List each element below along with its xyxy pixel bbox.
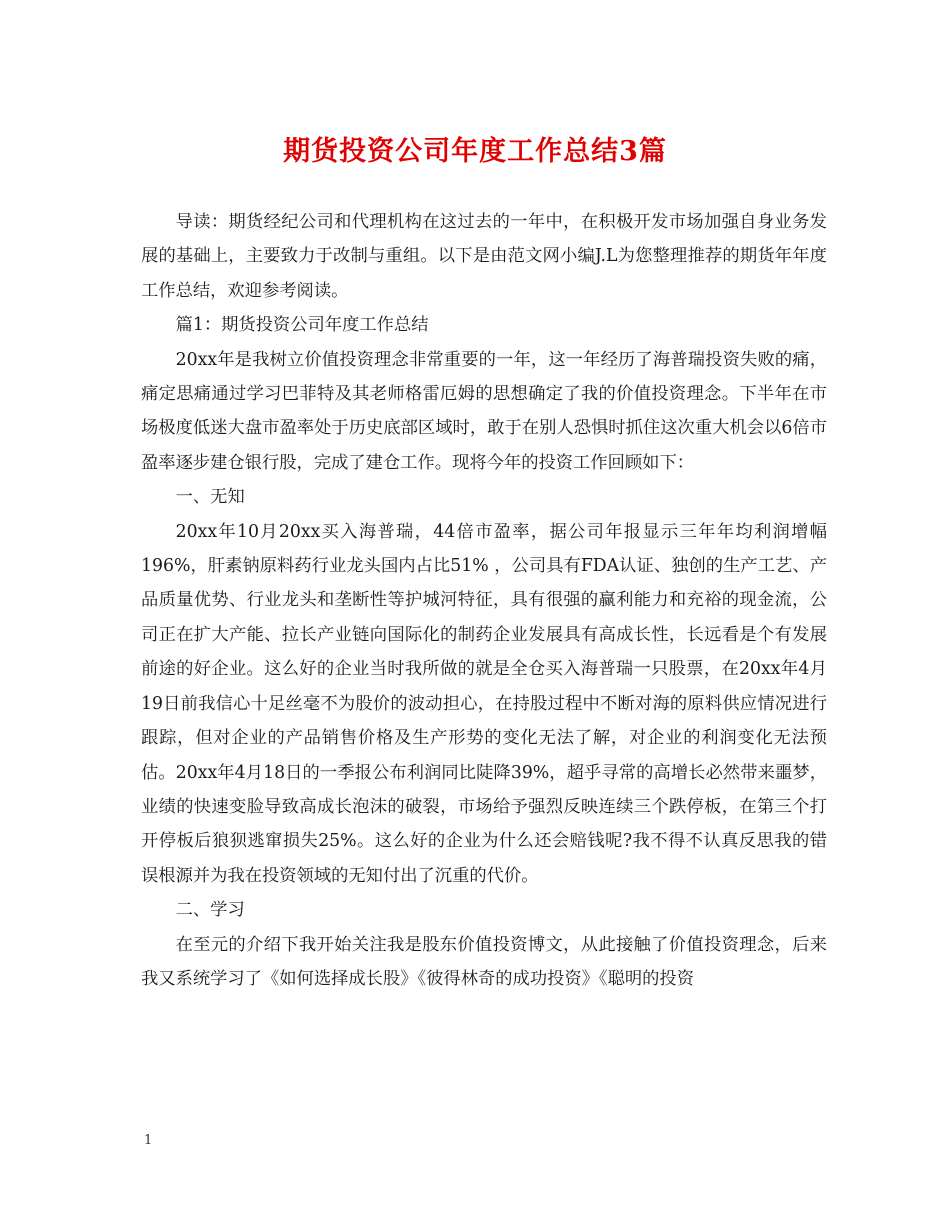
- page-number: 1: [144, 1133, 153, 1148]
- body-paragraph: 在至元的介绍下我开始关注我是股东价值投资博文，从此接触了价值投资理念，后来我又系统学习了《如何选择成长股》《彼得林奇的成功投资》《聪明的投资: [141, 934, 827, 989]
- body-paragraph: 20xx年是我树立价值投资理念非常重要的一年，这一年经历了海普瑞投资失败的痛，痛定思痛通过学习巴菲特及其老师格雷厄姆的思想确定了我的价值投资理念。下半年在市场极度低迷大盘市盈率处于历史底部区域时，敢于在别人恐惧时抓住这次重大机会以6倍市盈率逐步建仓银行股，完成了建仓工作。现将今年的投资工作回顾如下：: [141, 349, 827, 473]
- section-heading-learning: 二、学习: [175, 900, 245, 921]
- section-heading-ignorance: 一、无知: [175, 487, 245, 508]
- body-paragraph: 20xx年10月20xx买入海普瑞，44倍市盈率，据公司年报显示三年年均利润增幅196%，肝素钠原料药行业龙头国内占比51% ，公司具有FDA认证、独创的生产工艺、产品质量优势、行业龙头和垄断性等护城河特征，具有很强的赢利能力和充裕的现金流，公司正在扩大产能、拉长产业链向国际化的制药企业发展具有高成长性，长远看是个有发展前途的好企业。这么好的企业当时我所做的就是全仓买入海普瑞一只股票，在20xx年4月19日前我信心十足丝毫不为股价的波动担心，在持股过程中不断对海的原料供应情况进行跟踪，但对企业的产品销售价格及生产形势的变化无法了解，对企业的利润变化无法预估。20xx年4月18日的一季报公布利润同比陡降39%，超乎寻常的高增长必然带来噩梦，业绩的快速变脸导致高成长泡沫的破裂，市场给予强烈反映连续三个跌停板，在第三个打开停板后狼狈逃窜损失25%。这么好的企业为什么还会赔钱呢?我不得不认真反思我的错误根源并为我在投资领域的无知付出了沉重的代价。: [141, 521, 827, 886]
- intro-paragraph: 导读：期货经纪公司和代理机构在这过去的一年中，在积极开发市场加强自身业务发展的基础上，主要致力于改制与重组。以下是由范文网小编J.L为您整理推荐的期货年年度工作总结，欢迎参考阅读。: [141, 212, 827, 301]
- document-body: [141, 205, 827, 996]
- document-title: 期货投资公司年度工作总结3篇: [283, 136, 667, 167]
- section-heading-part1: 篇1：期货投资公司年度工作总结: [175, 315, 429, 336]
